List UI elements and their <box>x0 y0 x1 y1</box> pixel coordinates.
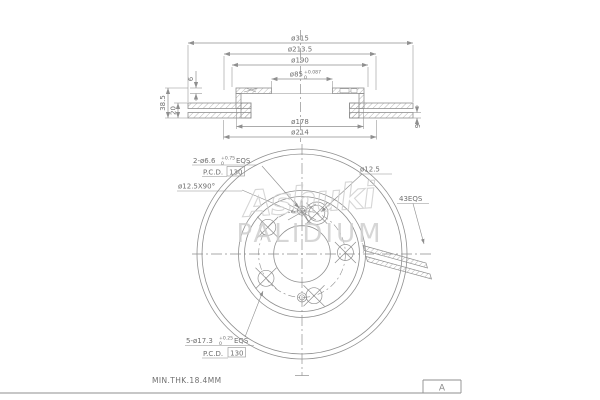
note-bolt-holes-tol-upper: +0.25 <box>219 336 234 342</box>
watermark-brand: Ashuki <box>242 175 376 226</box>
dim-right-thickness: 9 <box>414 123 422 129</box>
note-small-holes-tol-upper: +0.75 <box>221 156 236 162</box>
note-bolt-holes-eqs: EQS <box>234 337 249 345</box>
section-dimension-texts <box>159 35 422 137</box>
dim-bore-tol-lower: 0 <box>304 76 307 81</box>
dim-overall-height: 38.5 <box>159 95 167 111</box>
front-view <box>177 144 434 376</box>
bolt-hole <box>256 268 277 289</box>
dim-bore-tol-upper: +0.087 <box>304 70 322 76</box>
dim-190: ø190 <box>291 56 309 65</box>
note-vane-count: 43EQS <box>399 195 423 203</box>
dim-outer-diameter: ø315 <box>291 34 309 43</box>
note-top-pcd-label: P.C.D. <box>203 168 224 177</box>
bolt-hole <box>304 285 325 306</box>
note-bolt-holes: 5-ø17.3 <box>186 337 213 345</box>
dim-178: ø178 <box>291 118 309 126</box>
note-bolt-holes-tol-lower: 0 <box>219 342 222 347</box>
note-top-pcd-value: 130 <box>229 168 243 177</box>
watermark-subbrand: PALIDIUM <box>236 219 384 249</box>
note-small-holes: 2-ø6.6 <box>193 157 216 165</box>
watermark <box>236 175 383 249</box>
note-chamfer: ø12.5X90° <box>178 182 216 191</box>
dim-213-5: ø213.5 <box>287 45 313 54</box>
note-bottom-pcd-label: P.C.D. <box>203 350 224 358</box>
note-bottom-pcd-value: 130 <box>230 349 244 358</box>
note-small-holes-tol-lower: 0 <box>221 162 224 167</box>
revision-letter: A <box>438 383 446 394</box>
note-small-holes-eqs: EQS <box>236 157 251 165</box>
dim-bore: ø85 <box>289 70 303 79</box>
dim-214: ø214 <box>291 128 309 137</box>
min-thickness-note: MIN.THK.18.4MM <box>152 376 222 385</box>
title-block <box>0 380 461 393</box>
note-hole-diameter: ø12.5 <box>360 165 380 174</box>
dim-plate-thickness: 20 <box>169 106 178 115</box>
dim-hat-depth: 6 <box>187 76 195 82</box>
